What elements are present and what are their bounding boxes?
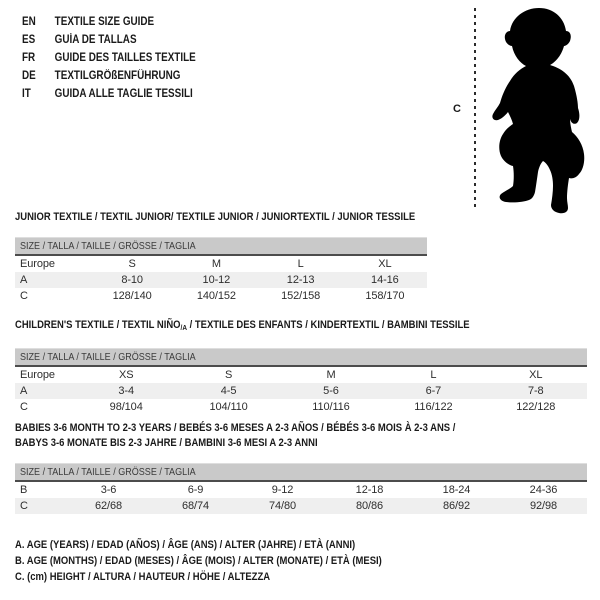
language-label: TEXTILE SIZE GUIDE [54, 16, 155, 28]
height-cell: 128/140 [112, 290, 152, 302]
height-cell: 122/128 [516, 401, 556, 413]
height-cell: 158/170 [365, 290, 405, 302]
height-measure-figure [445, 0, 600, 215]
size-header-label: SIZE / TALLA / TAILLE / GRÖSSE / TAGLIA [20, 240, 196, 252]
children-textile-section [15, 318, 587, 415]
months-cell: 12-18 [355, 484, 384, 496]
language-label: TEXTILGRÖßENFÜHRUNG [54, 70, 181, 82]
babies-size-table [15, 482, 587, 514]
row-header: Europe [20, 369, 55, 381]
children-size-table [15, 367, 587, 415]
language-label: GUIDA ALLE TAGLIE TESSILI [54, 88, 193, 100]
table-row [15, 383, 587, 399]
size-header-band [15, 463, 587, 482]
months-cell: 18-24 [442, 484, 471, 496]
table-row [15, 482, 587, 498]
age-cell: 10-12 [202, 274, 231, 286]
title-line-1: BABIES 3-6 MONTH TO 2-3 YEARS / BEBÉS 3-6 MESES A 2-3 AÑOS / BÉBÉS 3-6 MOIS À 2-3 ANS / [15, 422, 456, 434]
age-cell: 7-8 [527, 385, 544, 397]
size-cell: XL [378, 258, 392, 270]
age-cell: 6-7 [425, 385, 442, 397]
language-title-list [22, 13, 224, 103]
note-c: C. (cm) HEIGHT / ALTURA / HAUTEUR / HÖHE / ALTEZZA [15, 571, 271, 583]
height-cell: 80/86 [355, 500, 384, 512]
language-label: GUIDE DES TAILLES TEXTILE [54, 52, 196, 64]
children-table-title [15, 318, 507, 335]
size-cell: L [297, 258, 304, 270]
height-cell: 152/158 [281, 290, 321, 302]
note-a: A. AGE (YEARS) / EDAD (AÑOS) / ÂGE (ANS) / ALTER (JAHRE) / ETÀ (ANNI) [15, 539, 356, 551]
babies-textile-section [15, 421, 587, 514]
size-header-label: SIZE / TALLA / TAILLE / GRÖSSE / TAGLIA [20, 466, 196, 478]
language-code: IT [22, 88, 31, 100]
row-header: B [20, 484, 28, 496]
age-cell: 3-4 [118, 385, 134, 397]
size-cell: L [430, 369, 437, 381]
months-cell: 6-9 [187, 484, 204, 496]
language-row [22, 67, 196, 85]
language-row [22, 85, 196, 103]
table-row [15, 498, 587, 514]
language-label: GUÍA DE TALLAS [54, 34, 137, 46]
table-row [15, 272, 427, 288]
language-code: DE [22, 70, 36, 82]
size-cell: S [224, 369, 233, 381]
row-header: A [20, 385, 28, 397]
title-part: CHILDREN'S TEXTILE / TEXTIL NIÑO [15, 319, 181, 331]
title-subscript: /A [180, 323, 187, 332]
months-cell: 24-36 [529, 484, 558, 496]
height-cell: 86/92 [442, 500, 471, 512]
size-cell: XS [118, 369, 134, 381]
size-cell: M [211, 258, 221, 270]
row-header: C [20, 401, 28, 413]
age-cell: 4-5 [220, 385, 237, 397]
language-code: EN [22, 16, 36, 28]
height-cell: 68/74 [181, 500, 210, 512]
table-row [15, 367, 587, 383]
months-cell: 3-6 [100, 484, 117, 496]
size-header-band [15, 348, 587, 367]
age-cell: 5-6 [323, 385, 339, 397]
title-part: / TEXTILE DES ENFANTS / KINDERTEXTIL / BAMBINI TESSILE [186, 319, 470, 331]
baby-silhouette [492, 8, 584, 213]
junior-textile-section [15, 210, 427, 304]
language-row [22, 31, 196, 49]
months-cell: 9-12 [271, 484, 294, 496]
height-cell: 98/104 [109, 401, 143, 413]
size-header-band [15, 237, 427, 256]
language-code: FR [22, 52, 36, 64]
junior-table-title: JUNIOR TEXTILE / TEXTIL JUNIOR/ TEXTILE JUNIOR / JUNIORTEXTIL / JUNIOR TESSILE [15, 211, 416, 223]
row-header: C [20, 290, 28, 302]
note-b: B. AGE (MONTHS) / EDAD (MESES) / ÂGE (MOIS) / ALTER (MONATE) / ETÀ (MESI) [15, 555, 382, 567]
age-cell: 12-13 [286, 274, 315, 286]
height-cell: 92/98 [529, 500, 558, 512]
legend-notes [15, 537, 442, 585]
size-cell: M [326, 369, 336, 381]
table-row [15, 288, 427, 304]
size-header-label: SIZE / TALLA / TAILLE / GRÖSSE / TAGLIA [20, 351, 196, 363]
babies-table-title [15, 421, 587, 451]
measure-label-c: C [453, 103, 461, 115]
height-cell: 104/110 [209, 401, 248, 413]
age-cell: 8-10 [121, 274, 143, 286]
size-cell: XL [529, 369, 543, 381]
size-cell: S [128, 258, 136, 270]
height-cell: 140/152 [196, 290, 236, 302]
height-cell: 74/80 [268, 500, 297, 512]
table-row [15, 256, 427, 272]
table-row [15, 399, 587, 415]
language-row [22, 49, 196, 67]
height-cell: 62/68 [94, 500, 123, 512]
baby-silhouette-svg [445, 0, 600, 215]
row-header: C [20, 500, 28, 512]
age-cell: 14-16 [371, 274, 399, 286]
height-cell: 116/122 [414, 401, 453, 413]
row-header: Europe [20, 258, 55, 270]
junior-size-table [15, 256, 427, 304]
language-code: ES [22, 34, 36, 46]
title-line-2: BABYS 3-6 MONATE BIS 2-3 JAHRE / BAMBINI 3-6 MESI A 2-3 ANNI [15, 437, 318, 449]
row-header: A [20, 274, 28, 286]
height-cell: 110/116 [312, 401, 350, 413]
language-row [22, 13, 196, 31]
